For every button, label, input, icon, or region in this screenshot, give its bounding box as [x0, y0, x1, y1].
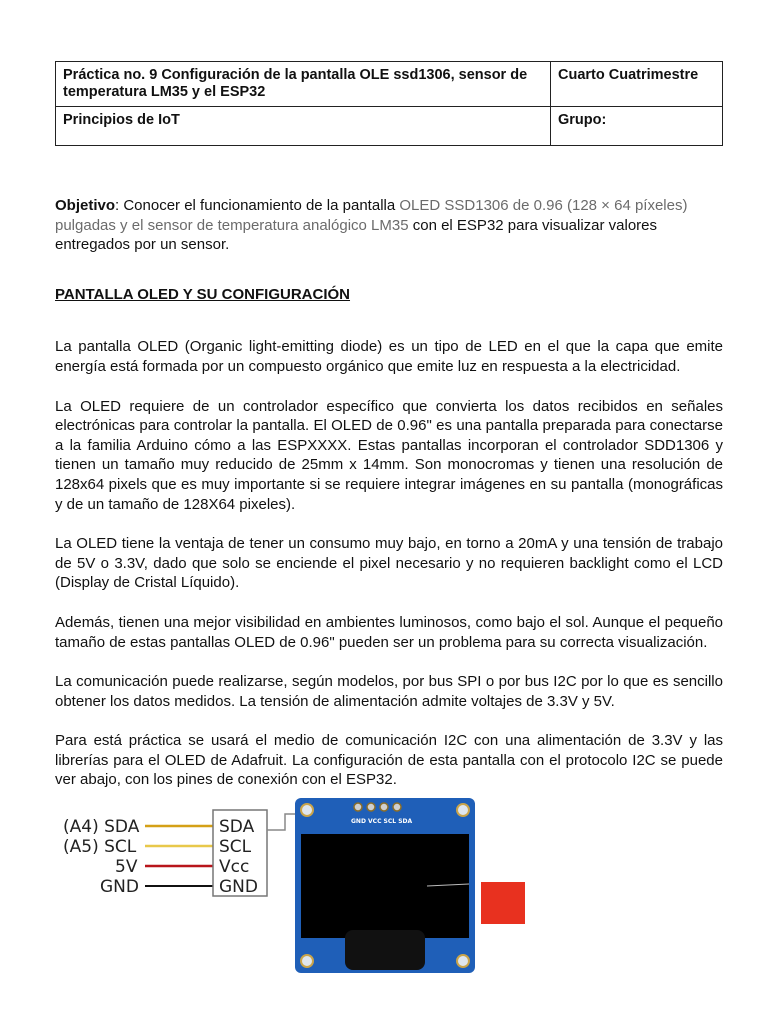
header-pin-sda	[393, 803, 401, 811]
paragraph-3: La OLED tiene la ventaja de tener un consumo muy bajo, en torno a 20mA y una tensión de trabajo de 5V o 3.3V, dado que solo se enciende el pixel necesario y no requieren backlight como el LCD (Display de Cristal Líquido).	[55, 535, 723, 592]
pin-label-scl: SCL	[219, 837, 252, 857]
protective-film-tab	[481, 882, 525, 924]
oled-wiring-diagram	[55, 790, 555, 980]
esp-label-sda: (A4) SDA	[63, 817, 140, 837]
pin-label-sda: SDA	[219, 817, 255, 837]
oled-ribbon	[345, 930, 425, 970]
pcb-pin-labels: GND VCC SCL SDA	[351, 818, 413, 825]
header-pin-scl	[380, 803, 388, 811]
section-title: PANTALLA OLED Y SU CONFIGURACIÓN	[55, 285, 351, 303]
paragraph-5: La comunicación puede realizarse, según modelos, por bus SPI o por bus I2C por lo que es sencillo obtener los datos medidos. La tensión de alimentación admite voltajes de 3.3V y 5V.	[55, 673, 723, 710]
paragraph-1: La pantalla OLED (Organic light-emitting diode) es un tipo de LED en el que la capa que emite energía está formada por un compuesto orgánico que emite luz en respuesta a la electricidad.	[55, 338, 723, 375]
mount-hole-tr	[457, 804, 469, 816]
group-cell: Grupo:	[551, 107, 723, 146]
term-cell: Cuarto Cuatrimestre	[551, 62, 723, 107]
esp-label-5v: 5V	[115, 857, 138, 877]
objective-tail: con el ESP32 para visualizar valores entregados por un sensor.	[55, 216, 658, 254]
pin-label-gnd: GND	[219, 877, 258, 897]
header-pin-gnd	[354, 803, 362, 811]
esp-label-scl: (A5) SCL	[63, 837, 137, 857]
objective-label: Objetivo	[55, 197, 116, 214]
objective-highlight: OLED SSD1306 de 0.96 (128 × 64 píxeles) pulgadas y el sensor de temperatura analógico LM35	[55, 197, 688, 234]
mount-hole-bl	[301, 955, 313, 967]
mount-hole-tl	[301, 804, 313, 816]
paragraph-2: La OLED requiere de un controlador específico que convierta los datos recibidos en señales electrónicas para controlar la pantalla. El OLED de 0.96" es una pantalla preparada para conectarse a la familia Arduino cómo a las ESPXXXX. Estas pantallas incorporan el controlador SDD1306 y tienen un tamaño muy reducido de 25mm x 14mm. Son monocromas y tienen una resolución de 128x64 pixels que es muy importante si se requiere integrar imágenes en su pantalla (monográficas y de un tamaño de 128X64 pixeles).	[55, 397, 723, 513]
paragraph-4: Además, tienen una mejor visibilidad en ambientes luminosos, como bajo el sol. Aunque el pequeño tamaño de estas pantallas OLED de 0.96" pueden ser un problema para su correcta visualización.	[55, 613, 723, 651]
header-pin-vcc	[367, 803, 375, 811]
objective-lead: : Conocer el funcionamiento de la pantalla	[115, 197, 400, 214]
header-table	[55, 61, 723, 146]
mount-hole-br	[457, 955, 469, 967]
paragraph-6: Para está práctica se usará el medio de comunicación I2C con una alimentación de 3.3V y las librerías para el OLED de Adafruit. La configuración de esta pantalla con el protocolo I2C se puede ver abajo, con los pines de conexión con el ESP32.	[55, 732, 723, 789]
objective-paragraph	[55, 196, 723, 255]
esp-label-gnd: GND	[100, 877, 139, 897]
document-body	[55, 196, 723, 810]
oled-module	[295, 798, 525, 973]
pin-label-vcc: Vcc	[219, 857, 250, 877]
oled-screen	[301, 834, 469, 938]
practice-title: Práctica no. 9 Configuración de la pantalla OLE ssd1306, sensor de temperatura LM35 y el ESP32	[56, 62, 551, 107]
course-cell: Principios de IoT	[56, 107, 551, 146]
